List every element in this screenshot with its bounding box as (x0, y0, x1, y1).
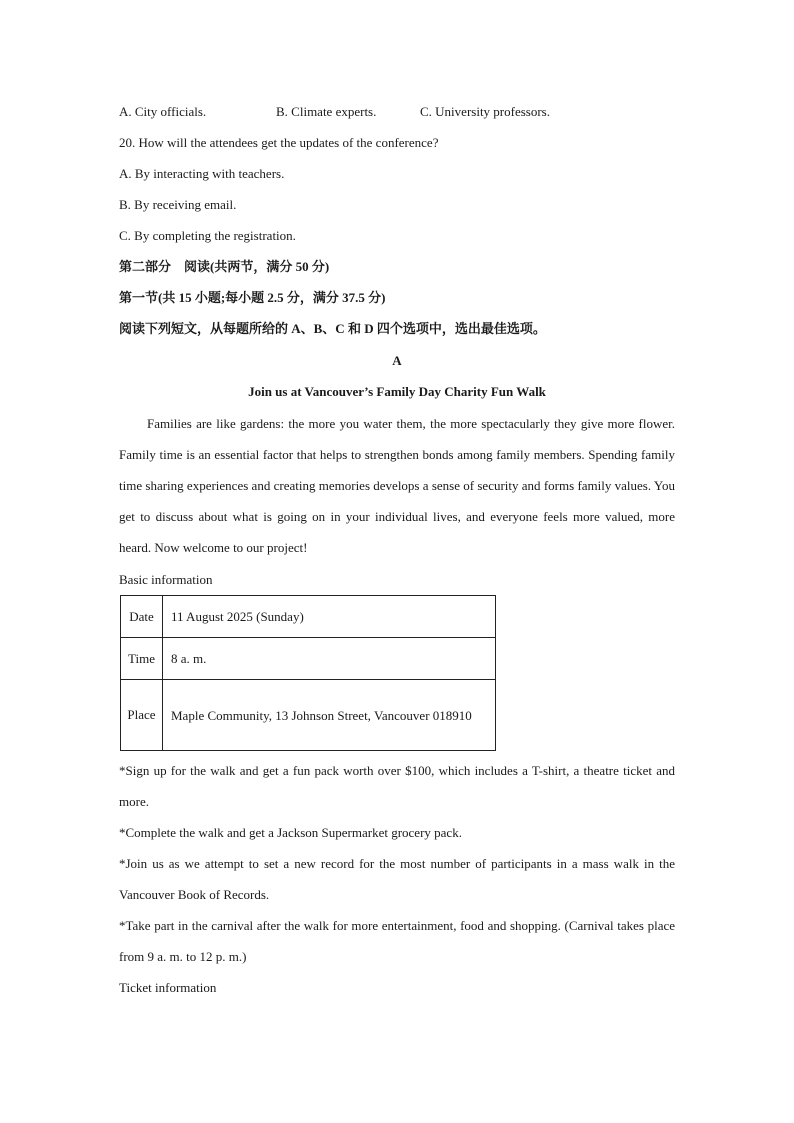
table-value-time: 8 a. m. (163, 638, 496, 680)
table-key-date: Date (121, 596, 163, 638)
q19-options (119, 104, 550, 120)
q20-option-a: A. By interacting with teachers. (119, 166, 285, 181)
table-value-place: Maple Community, 13 Johnson Street, Vancouver 018910 (163, 680, 496, 751)
passage-intro-text: Families are like gardens: the more you water them, the more spectacularly they give more flower. Family time is an essential factor that helps to strengthen bonds among family members. Spending family time sharing experiences and creating memories develops a sense of security and forms family values. You get to discuss about what is going on in your individual lives, and everyone feels more valued, more heard. Now welcome to our project! (119, 416, 675, 555)
table-row (121, 680, 496, 751)
q20-option-c: C. By completing the registration. (119, 228, 296, 243)
ticket-info-label: Ticket information (119, 980, 217, 995)
basic-info-label: Basic information (119, 572, 213, 587)
section-sub-heading: 第一节(共 15 小题;每小题 2.5 分，满分 37.5 分) (119, 290, 386, 305)
q20-question: 20. How will the attendees get the updates of the conference? (119, 135, 439, 150)
section-part-heading: 第二部分 阅读(共两节，满分 50 分) (119, 259, 330, 274)
q19-option-a: A. City officials. (119, 104, 207, 119)
table-value-date: 11 August 2025 (Sunday) (163, 596, 496, 638)
table-row (121, 638, 496, 680)
bullet-carnival: *Take part in the carnival after the walk for more entertainment, food and shopping. (Carnival takes place from 9 a. m. to 12 p. m.) (119, 918, 675, 964)
q19-option-b: B. Climate experts. (276, 104, 377, 119)
basic-info-table (120, 595, 496, 751)
passage-letter: A (392, 353, 402, 368)
table-row (121, 596, 496, 638)
bullet-fun-pack: *Sign up for the walk and get a fun pack worth over $100, which includes a T-shirt, a theatre ticket and more. (119, 763, 675, 809)
q19-option-c: C. University professors. (420, 104, 550, 119)
table-key-time: Time (121, 638, 163, 680)
q20-option-b: B. By receiving email. (119, 197, 237, 212)
bullet-grocery-pack: *Complete the walk and get a Jackson Supermarket grocery pack. (119, 825, 462, 840)
passage-title: Join us at Vancouver’s Family Day Charity Fun Walk (248, 384, 546, 399)
passage-intro-paragraph (119, 408, 675, 563)
bullet-record-attempt: *Join us as we attempt to set a new record for the most number of participants in a mass walk in the Vancouver Book of Records. (119, 856, 675, 902)
table-key-place: Place (121, 680, 163, 751)
section-instruction: 阅读下列短文，从每题所给的 A、B、C 和 D 四个选项中，选出最佳选项。 (119, 321, 546, 336)
